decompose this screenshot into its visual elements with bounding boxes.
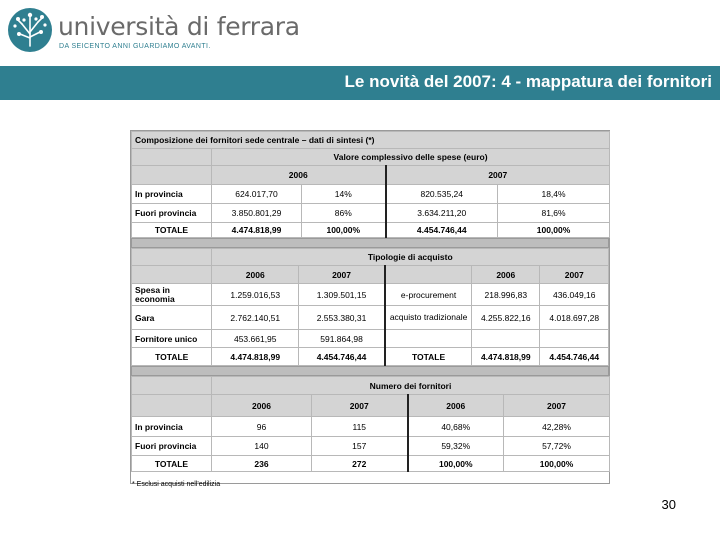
table-caption: Composizione dei fornitori sede centrale – dati di sintesi (*) (132, 132, 610, 149)
supplier-count-table: Numero dei fornitori 2006 2007 2006 2007 In provincia 96 115 40,68% 42,28% Fuori provincia 140 157 59,32% 57,72% TOTALE 236 272 100,00% 100,00% (131, 376, 610, 472)
page-number: 30 (661, 497, 676, 512)
tree-logo-icon (8, 8, 52, 52)
table-separator (131, 238, 609, 248)
logo-text: università di ferrara (58, 12, 300, 41)
table-row: Spesa in economia 1.259.016,53 1.309.501,15 e-procurement 218.996,83 436.049,16 (132, 284, 609, 306)
table-caption: Tipologie di acquisto (212, 249, 609, 266)
title-bar (0, 66, 720, 100)
table-row: TOTALE 4.474.818,99 4.454.746,44 TOTALE 4.474.818,99 4.454.746,44 (132, 348, 609, 366)
year-header: 2007 (386, 166, 610, 185)
table-row: In provincia 624.017,70 14% 820.535,24 18,4% (132, 185, 610, 204)
table-subcaption: Valore complessivo delle spese (euro) (212, 149, 610, 166)
table-row: Fornitore unico 453.661,95 591.864,98 (132, 330, 609, 348)
table-row: In provincia 96 115 40,68% 42,28% (132, 417, 610, 437)
purchase-types-table: Tipologie di acquisto 2006 2007 2006 2007 Spesa in economia 1.259.016,53 1.309.501,15 e-procurement 218.996,83 436.049,16 Gara 2.762.140,51 2.553.380,31 acquisto tradizionale 4.255.822,16 4.018.697,28 Fornitore unico 453.661,95 591.864,98 TOTALE 4.474.818,99 4.454.746,44 TOTALE 4.474.818,99 4.454.746,44 (131, 248, 609, 366)
table-caption: Numero dei fornitori (212, 377, 610, 395)
slide-title: Le novità del 2007: 4 - mappatura dei fornitori (344, 72, 712, 91)
university-logo (6, 6, 300, 62)
table-row: TOTALE 236 272 100,00% 100,00% (132, 456, 610, 472)
suppliers-tables (130, 130, 610, 484)
footnote: * Esclusi acquisti nell'edilizia (132, 481, 221, 488)
table-row: Fuori provincia 3.850.801,29 86% 3.634.211,20 81,6% (132, 204, 610, 223)
table-row: Fuori provincia 140 157 59,32% 57,72% (132, 437, 610, 456)
logo-tagline: DA SEICENTO ANNI GUARDIAMO AVANTI. (59, 43, 211, 50)
year-header: 2006 (212, 166, 386, 185)
table-row: TOTALE 4.474.818,99 100,00% 4.454.746,44 100,00% (132, 223, 610, 238)
table-row: Gara 2.762.140,51 2.553.380,31 acquisto tradizionale 4.255.822,16 4.018.697,28 (132, 306, 609, 330)
expense-value-table (131, 131, 610, 238)
table-separator (131, 366, 609, 376)
